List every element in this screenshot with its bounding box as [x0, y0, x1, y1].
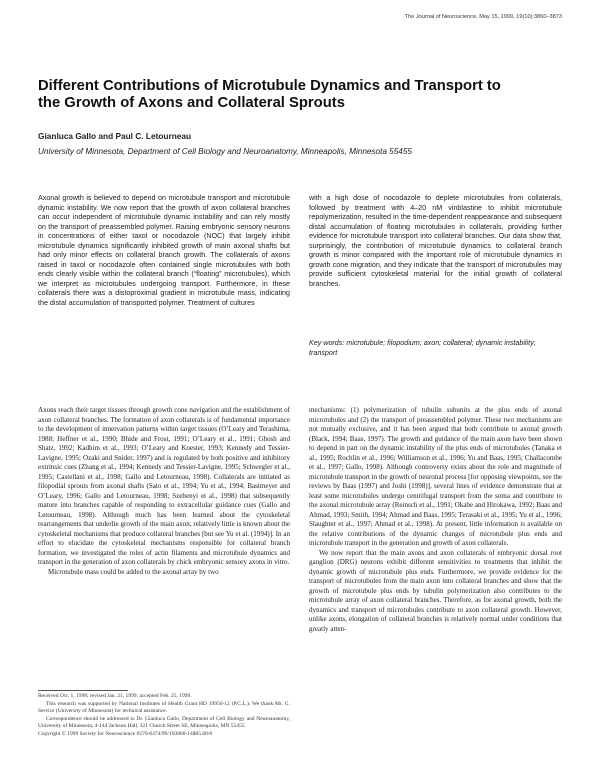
abstract-left-column: Axonal growth is believed to depend on microtubule transport and microtubule dynamic instability. We now report that the growth of axon collateral branches can occur independent of microtubule dynamic instability and can rely mostly on the transport of preassembled polymer. Raising embryonic sensory neurons in concentrations of either taxol or nocodazole (NOC) that largely inhibit microtubule dynamics significantly inhibited growth of main axonal shafts but had only minor effects on collateral branch growth. The collaterals of axons raised in taxol or nocodazole often contained single microtubules with both ends clearly visible within the collateral branch (“floating” microtubules), which we interpret as microtubules undergoing transport. Furthermore, in these collaterals there was a distoproximal gradient in microtubule mass, indicating the distal accumulation of transported polymer. Treatment of cultures [38, 194, 290, 307]
body-paragraph: Axons reach their target tissues through growth cone navigation and the establishment of axon collateral branches. The formation of axon collaterals is of fundamental importance to the development of innervation patterns within target tissues (O’Leary and Terashima, 1988; Heffner et al., 1990; Bhide and Frost, 1991; O’Leary et al., 1991; Ghosh and Shatz, 1992; Kadhim et al., 1993; O’Leary and Koester, 1993; Kennedy and Tessier-Lavigne, 1995; Ozaki and Snider, 1997) and is regulated by both positive and inhibitory extrinsic cues (Zhang et al., 1994; Kennedy and Tessier-Lavigne, 1995; Schwegler et al., 1995; Castellani et al., 1998; Gallo and Letourneau, 1998). Collaterals are initiated as filopodial sprouts from axonal shafts (Sato et al., 1994; Yu et al., 1994; Bastmeyer and O’Leary, 1996; Gallo and Letourneau, 1998; Szebenyi et al., 1998) that subsequently mature into branches capable of responding to extracellular guidance cues (Gallo and Letourneau, 1998). Although much has been learned about the cytoskeletal rearrangements that underlie growth of the main axon, relatively little is known about the cytoskeletal mechanisms that produce collateral branches [but see Yu et al. (1994)]. In an effort to elucidate the cytoskeletal mechanisms responsible for collateral branch formation, we investigated the roles of actin filaments and microtubule dynamics and transport in the generation of axon collaterals by chick embryonic sensory axons in vitro. [38, 406, 290, 566]
footnote-correspondence: Correspondence should be addressed to Dr. Gianluca Gallo, Department of Cell Biology and Neuroanatomy, University of Minnesota, 4-144 Jackson Hall, 321 Church Street SE, Minneapolis, MN 55455. [38, 715, 290, 730]
article-title-line-2: the Growth of Axons and Collateral Sprouts [38, 95, 345, 111]
running-head: The Journal of Neuroscience, May 15, 1999, 19(10):3860–3873 [404, 14, 562, 20]
article-title-line-1: Different Contributions of Microtubule Dynamics and Transport to [38, 78, 501, 94]
body-paragraph: mechanisms: (1) polymerization of tubulin subunits at the plus ends of axonal microtubules and (2) the transport of preassembled polymer. These two mechanisms are not mutually exclusive, and it has been argued that both contribute to axonal growth (Black, 1994; Baas, 1997). The growth and guidance of the main axon have been shown to depend in part on the dynamic instability of the plus ends of microtubules (Tanaka et al., 1995; Rochlin et al., 1996; Williamson et al., 1996; Yu and Baas, 1995; Challacombe et al., 1997; Gallo, 1998). Although controversy exists about the role and magnitude of microtubule transport in the growth of neuronal process [for opposing viewpoints, see the reviews by Baas (1997) and Joshi (1998)], several lines of evidence demonstrate that at least some microtubules undergo centrifugal transport from the soma and contribute to the axonal microtubule array (Reinsch et al., 1991; Okabe and Hirokawa, 1992; Baas and Ahmad, 1993; Smith, 1994; Ahmad and Baas, 1995; Terasaki et al., 1995; Yu et al., 1996; Slaughter et al., 1997; Ahmad et al., 1998). At present, little information is available on the relative contributions of the dynamic changes of microtubule plus ends and microtubule transport in the generation and growth of axon collaterals. [309, 406, 562, 547]
keywords: Key words: microtubule; filopodium; axon; collateral; dynamic instability; transport [309, 339, 536, 357]
footnotes [38, 693, 290, 739]
body-left-column [38, 406, 290, 577]
affiliation: University of Minnesota, Department of Cell Biology and Neuroanatomy, Minneapolis, Minnesota 55455 [38, 147, 412, 156]
footnote-divider [38, 690, 128, 691]
footnote-support: This research was supported by National Institutes of Health Grant HD 19950-12 (P.C.L.). We thank Mr. G. Service (University of Minnesota) for technical assistance. [38, 700, 290, 715]
abstract-right-column: with a high dose of nocodazole to deplete microtubules from collaterals, followed by treatment with 4–20 nM vinblastine to inhibit microtubule repolymerization, resulted in the time-dependent reappearance and subsequent distal accumulation of floating microtubules in collaterals, providing further evidence for microtubule transport into collateral branches. Our data show that, surprisingly, the contribution of microtubule dynamics to collateral branch growth is minor compared with the important role of microtubule dynamics in growth cone migration, and they indicate that the transport of microtubules may provide sufficient cytoskeletal material for the initial growth of collateral branches. [309, 194, 562, 288]
footnote-copyright: Copyright © 1999 Society for Neuroscience 0270-6474/99/193860-14$05.00/0 [38, 730, 213, 737]
body-paragraph: We now report that the main axons and axon collaterals of embryonic dorsal root ganglion (DRG) neurons exhibit different sensitivities to treatments that inhibit the dynamic growth of microtubule plus ends. Furthermore, we provide evidence for the transport of microtubules from the main axon into collateral branches and show that the growth of microtubule plus ends by tubulin polymerization also contributes to the microtubule array of axon collateral branches. Therefore, as for axonal growth, both the dynamics and transport of microtubules contribute to axon collateral growth. However, unlike axons, elongation of collateral branches is relatively normal under conditions that greatly atten- [309, 548, 562, 633]
footnote-received: Received Oct. 1, 1998; revised Jan. 21, 1999; accepted Feb. 25, 1999. [38, 693, 192, 699]
article-title [38, 78, 568, 112]
author-list: Gianluca Gallo and Paul C. Letourneau [38, 131, 192, 141]
body-paragraph: Microtubule mass could be added to the axonal array by two [48, 567, 219, 576]
body-right-column [309, 406, 562, 634]
